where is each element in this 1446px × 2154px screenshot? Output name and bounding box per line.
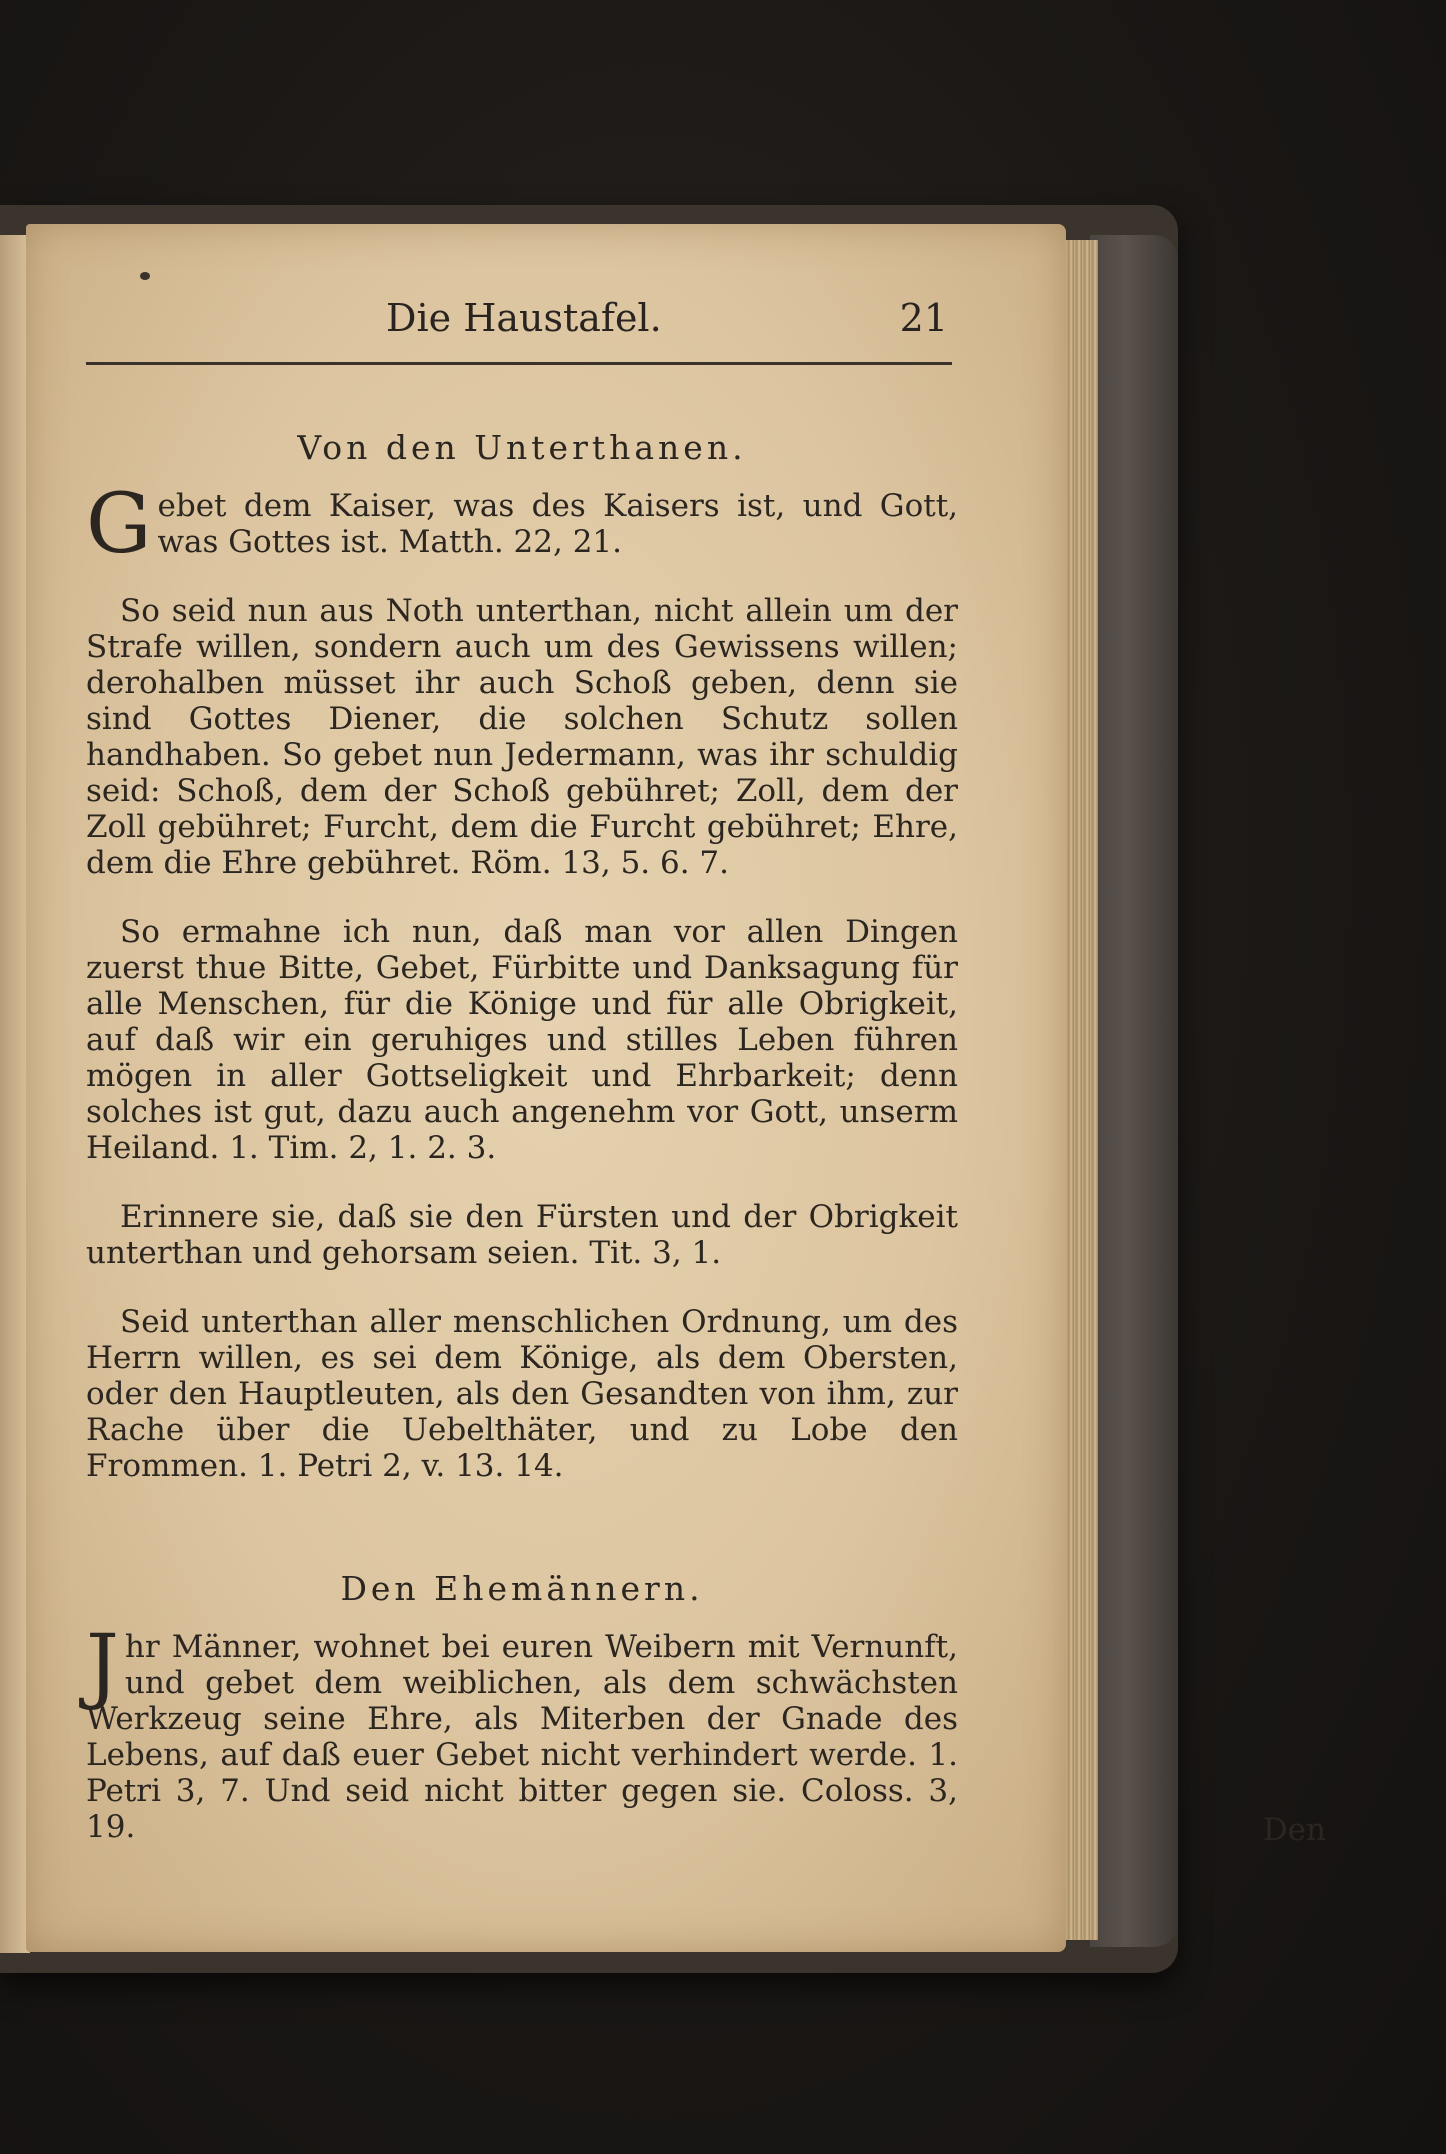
section-gap	[86, 1517, 958, 1571]
running-title: Die Haustafel.	[386, 296, 662, 340]
paragraph: So ermahne ich nun, daß man vor allen Dingen zuerst thue Bitte, Gebet, Fürbitte und Danksagung für alle Menschen, für die Könige und für alle Obrigkeit, auf daß wir ein geruhiges und stilles Leben führen mögen in aller Gottseligkeit und Ehrbarkeit; denn solches ist gut, dazu auch angenehm vor Gott, unserm Heiland. 1. Tim. 2, 1. 2. 3.	[86, 914, 958, 1166]
drop-initial: G	[86, 477, 152, 572]
catchword: Den	[1262, 1812, 1326, 1848]
paragraph	[86, 477, 958, 572]
page-header	[86, 296, 952, 352]
paragraph: Seid unterthan aller menschlichen Ordnung, um des Herrn willen, es sei dem Könige, als dem Obersten, oder den Hauptleuten, als den Gesandten von ihm, zur Rache über die Uebelthäter, und zu Lobe den Frommen. 1. Petri 2, v. 13. 14.	[86, 1304, 958, 1484]
drop-initial: J	[86, 1618, 119, 1713]
section-unterthanen	[86, 430, 958, 1484]
paragraph-text: hr Männer, wohnet bei euren Weibern mit Vernunft, und gebet dem weiblichen, als dem schwächsten Werkzeug seine Ehre, als Miterben der Gnade des Lebens, auf daß euer Gebet nicht verhindert werde. 1. Petri 3, 7. Und seid nicht bitter gegen sie. Coloss. 3, 19.	[86, 1629, 958, 1845]
paragraph: Erinnere sie, daß sie den Fürsten und der Obrigkeit unterthan und gehorsam seien. Tit. 3, 1.	[86, 1199, 958, 1271]
paragraph-text: ebet dem Kaiser, was des Kaisers ist, und Gott, was Gottes ist. Matth. 22, 21.	[157, 488, 958, 560]
section-ehemaenner	[86, 1571, 958, 1845]
book-spine-edge	[1090, 235, 1178, 1947]
section-heading: Von den Unterthanen.	[297, 428, 747, 467]
ink-smudge	[140, 272, 150, 280]
page-content	[86, 430, 958, 1878]
paragraph	[86, 1618, 958, 1845]
section-heading: Den Ehemännern.	[340, 1569, 704, 1608]
paragraph: So seid nun aus Noth unterthan, nicht allein um der Strafe willen, sondern auch um des Gewissens willen; derohalben müsset ihr auch Schoß geben, denn sie sind Gottes Diener, die solchen Schutz sollen handhaben. So gebet nun Jedermann, was ihr schuldig seid: Schoß, dem der Schoß gebühret; Zoll, dem der Zoll gebühret; Furcht, dem die Furcht gebühret; Ehre, dem die Ehre gebühret. Röm. 13, 5. 6. 7.	[86, 593, 958, 881]
page-number: 21	[899, 296, 948, 340]
header-rule	[86, 362, 952, 365]
